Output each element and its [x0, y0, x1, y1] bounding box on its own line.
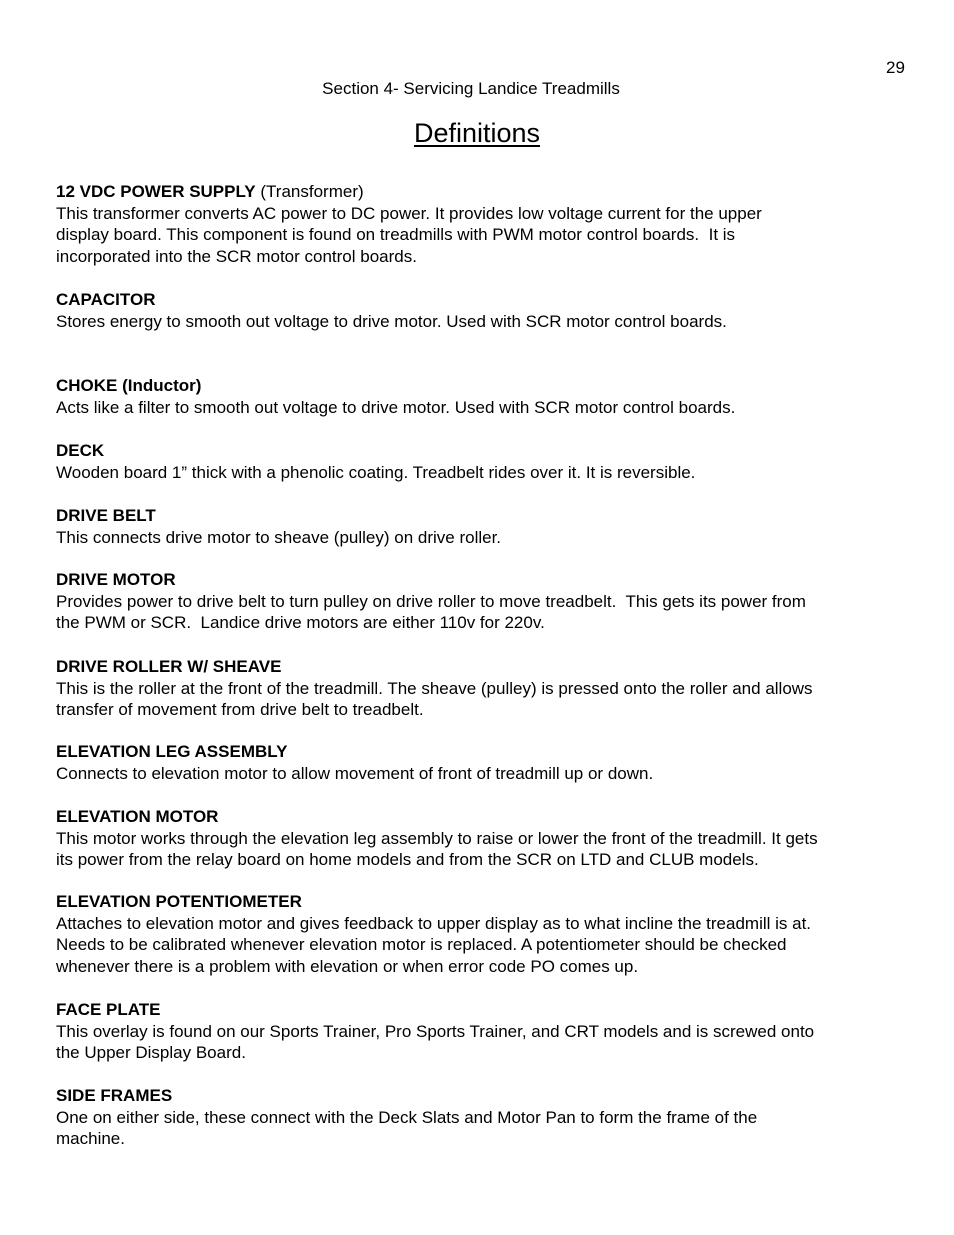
definition-description-line: whenever there is a problem with elevation or when error code PO comes up.: [56, 957, 639, 977]
definition-heading: [56, 505, 501, 527]
definition-term: ELEVATION MOTOR: [56, 807, 219, 826]
definition-term: DRIVE MOTOR: [56, 570, 176, 589]
definition-term: CHOKE (Inductor): [56, 376, 202, 395]
definition-description-line: This transformer converts AC power to DC power. It provides low voltage current for the upper: [56, 203, 762, 223]
definition-entry: [56, 741, 653, 784]
definition-term: ELEVATION LEG ASSEMBLY: [56, 742, 288, 761]
definition-entry: [56, 569, 806, 634]
definition-term: DECK: [56, 441, 105, 460]
definition-description-line: Attaches to elevation motor and gives feedback to upper display as to what incline the treadmill is at.: [56, 913, 812, 933]
definition-heading: [56, 375, 735, 397]
definition-description-line: This overlay is found on our Sports Trainer, Pro Sports Trainer, and CRT models and is screwed onto: [56, 1021, 815, 1041]
definition-entry: [56, 505, 501, 548]
definition-heading: [56, 656, 813, 678]
definition-entry: [56, 806, 818, 871]
page-title: Definitions: [413, 118, 541, 148]
definition-heading: [56, 440, 695, 462]
definition-entry: [56, 891, 811, 978]
definition-heading: [56, 289, 727, 311]
definition-description-line: One on either side, these connect with the Deck Slats and Motor Pan to form the frame of the: [56, 1107, 758, 1127]
section-header: Section 4- Servicing Landice Treadmills: [322, 79, 620, 98]
definition-entry: [56, 656, 813, 721]
definition-entry: [56, 375, 735, 418]
definition-description-line: Needs to be calibrated whenever elevation motor is replaced. A potentiometer should be checked: [56, 935, 787, 955]
definition-heading: [56, 1085, 757, 1107]
definition-term: SIDE FRAMES: [56, 1086, 173, 1105]
definition-description-line: This connects drive motor to sheave (pulley) on drive roller.: [56, 527, 502, 547]
definition-description-line: the Upper Display Board.: [56, 1043, 246, 1063]
definition-heading: [56, 181, 762, 203]
definition-term: 12 VDC POWER SUPPLY: [56, 182, 256, 201]
definition-description-line: Provides power to drive belt to turn pulley on drive roller to move treadbelt. This gets its power from: [56, 591, 806, 611]
definition-term: DRIVE BELT: [56, 506, 156, 525]
definition-term: DRIVE ROLLER W/ SHEAVE: [56, 657, 282, 676]
definition-entry: [56, 289, 727, 332]
definition-heading: [56, 741, 653, 763]
definition-heading: [56, 891, 811, 913]
definition-description-line: machine.: [56, 1129, 125, 1149]
definition-term-note: (Transformer): [255, 182, 364, 201]
definition-term: CAPACITOR: [56, 290, 156, 309]
definition-description-line: incorporated into the SCR motor control boards.: [56, 247, 417, 267]
definition-heading: [56, 999, 814, 1021]
definition-description-line: transfer of movement from drive belt to treadbelt.: [56, 700, 424, 720]
definition-description-line: its power from the relay board on home models and from the SCR on LTD and CLUB models.: [56, 850, 759, 870]
definition-description-line: Acts like a filter to smooth out voltage to drive motor. Used with SCR motor control boards.: [56, 397, 736, 417]
definition-description-line: the PWM or SCR. Landice drive motors are either 110v for 220v.: [56, 613, 545, 633]
definition-heading: [56, 806, 818, 828]
definition-term: FACE PLATE: [56, 1000, 161, 1019]
definition-description-line: Wooden board 1” thick with a phenolic coating. Treadbelt rides over it. It is reversible.: [56, 462, 696, 482]
definition-description-line: display board. This component is found on treadmills with PWM motor control boards. It is: [56, 225, 736, 245]
definition-entry: [56, 999, 814, 1064]
definition-term: ELEVATION POTENTIOMETER: [56, 892, 302, 911]
definition-entry: [56, 440, 695, 483]
definition-description-line: Connects to elevation motor to allow movement of front of treadmill up or down.: [56, 763, 654, 783]
definition-description-line: This motor works through the elevation leg assembly to raise or lower the front of the treadmill. It gets: [56, 828, 818, 848]
definition-description-line: This is the roller at the front of the treadmill. The sheave (pulley) is pressed onto the roller and allows: [56, 678, 813, 698]
definition-heading: [56, 569, 806, 591]
page-number: 29: [886, 58, 905, 77]
definition-description-line: Stores energy to smooth out voltage to drive motor. Used with SCR motor control boards.: [56, 311, 727, 331]
definition-entry: [56, 181, 762, 268]
definition-entry: [56, 1085, 757, 1150]
